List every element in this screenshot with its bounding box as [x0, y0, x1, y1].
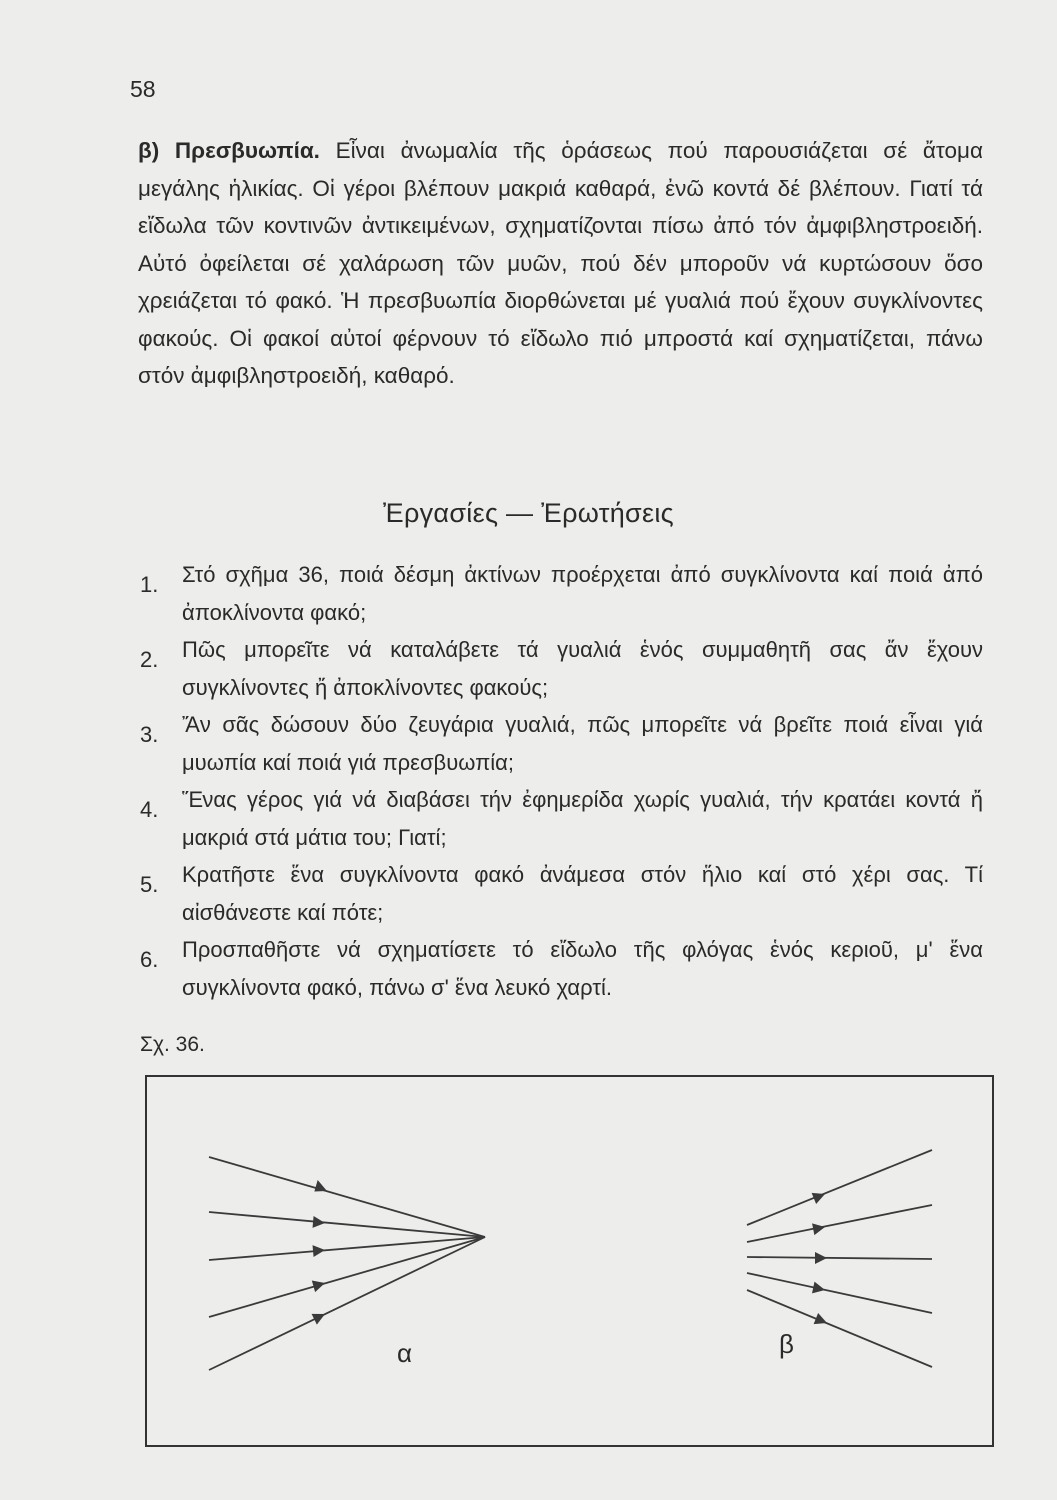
- label-a: α: [397, 1338, 413, 1368]
- question-number: 4.: [140, 797, 159, 822]
- converging-beam: [209, 1157, 485, 1370]
- figure-caption: Σχ. 36.: [140, 1033, 205, 1056]
- presbyopia-text: Εἶναι ἀνωμαλία τῆς ὁράσεως πού παρουσιάζεται σέ ἄτομα μεγάλης ἡλικίας. Οἱ γέροι βλέπουν μακριά καθαρά, ἐνῶ κοντά δέ βλέπουν. Γιατί τά εἴδωλα τῶν κοντινῶν ἀντικειμένων, σχηματίζονται πίσω ἀπό τόν ἀμφιβληστροειδή. Αὐτό ὀφείλεται σέ χαλάρωση τῶν μυῶν, πού δέν μποροῦν νά κυρτώσουν ὅσο χρειάζεται τό φακό. Ἡ πρεσβυωπία διορθώνεται μέ γυαλιά πού ἔχουν συγκλίνοντες φακούς. Οἱ φακοί αὐτοί φέρνουν τό εἴδωλο πιό μπροστά καί σχηματίζεται, πάνω στόν ἀμφιβληστροειδή, καθαρό.: [138, 138, 983, 388]
- question-text: Ἄν σᾶς δώσουν δύο ζευγάρια γυαλιά, πῶς μπορεῖτε νά βρεῖτε ποιά εἶναι γιά μυωπία καί ποιά γιά πρεσβυωπία;: [182, 712, 983, 775]
- diverging-ray: [747, 1273, 932, 1313]
- arrow-icon: [812, 1188, 828, 1204]
- question-item: [138, 706, 983, 781]
- question-list: [138, 556, 983, 1006]
- diverging-ray: [747, 1257, 932, 1259]
- converging-arrowheads: [312, 1180, 330, 1325]
- presbyopia-term: β) Πρεσβυωπία.: [138, 138, 320, 163]
- arrow-icon: [313, 1216, 326, 1229]
- question-item: [138, 631, 983, 706]
- question-text: Πῶς μπορεῖτε νά καταλάβετε τά γυαλιά ἑνός συμμαθητῆ σας ἄν ἔχουν συγκλίνοντες ἤ ἀποκλίνοντες φακούς;: [182, 637, 983, 700]
- question-item: [138, 856, 983, 931]
- question-item: [138, 781, 983, 856]
- question-number: 5.: [140, 872, 159, 897]
- question-text: Κρατῆστε ἕνα συγκλίνοντα φακό ἀνάμεσα στόν ἥλιο καί στό χέρι σας. Τί αἰσθάνεστε καί πότε;: [182, 862, 983, 925]
- label-b: β: [779, 1329, 794, 1359]
- question-item: [138, 931, 983, 1006]
- question-text: Στό σχῆμα 36, ποιά δέσμη ἀκτίνων προέρχεται ἀπό συγκλίνοντα καί ποιά ἀπό ἀποκλίνοντα φακό;: [182, 562, 983, 625]
- question-number: 2.: [140, 647, 159, 672]
- section-heading: Ἐργασίες — Ἐρωτήσεις: [383, 498, 674, 528]
- question-text: Προσπαθῆστε νά σχηματίσετε τό εἴδωλο τῆς φλόγας ἑνός κεριοῦ, μ' ἕνα συγκλίνοντα φακό, πάνω σ' ἕνα λευκό χαρτί.: [182, 937, 983, 1000]
- diverging-beam: [747, 1150, 932, 1367]
- diverging-ray: [747, 1205, 932, 1242]
- question-number: 6.: [140, 947, 159, 972]
- diverging-ray: [747, 1290, 932, 1367]
- question-item: [138, 556, 983, 631]
- question-text: Ἕνας γέρος γιά νά διαβάσει τήν ἐφημερίδα χωρίς γυαλιά, τήν κρατάει κοντά ἤ μακριά στά μάτια του; Γιατί;: [182, 787, 983, 850]
- arrow-icon: [312, 1277, 327, 1292]
- ray-diagram-figure: [145, 1075, 994, 1447]
- arrow-icon: [313, 1244, 326, 1257]
- arrow-icon: [312, 1309, 328, 1325]
- ray-diagram: [147, 1077, 996, 1449]
- page-number: 58: [130, 76, 156, 102]
- presbyopia-paragraph: [138, 132, 983, 395]
- arrow-icon: [814, 1313, 830, 1329]
- question-number: 3.: [140, 722, 159, 747]
- question-number: 1.: [140, 572, 159, 597]
- diverging-ray: [747, 1150, 932, 1225]
- arrow-icon: [812, 1221, 826, 1235]
- arrow-icon: [815, 1252, 827, 1264]
- arrow-icon: [314, 1180, 329, 1195]
